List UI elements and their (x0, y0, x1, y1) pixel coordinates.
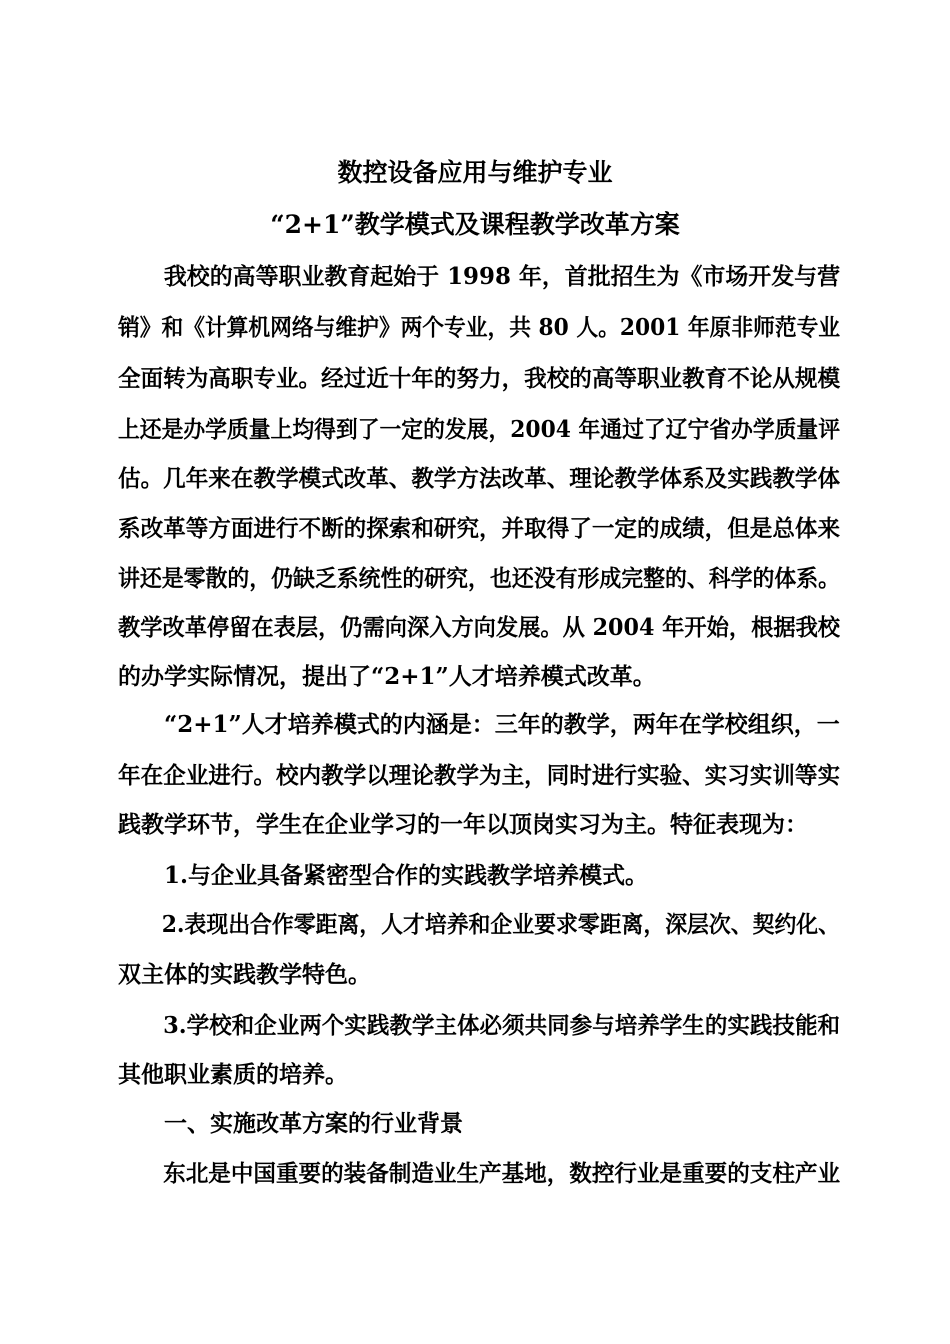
document-title: 数控设备应用与维护专业 (337, 158, 613, 187)
body-line: 销》和《计算机网络与维护》两个专业，共 80 人。2001 年原非师范专业 (118, 314, 841, 341)
body-line: 教学改革停留在表层，仍需向深入方向发展。从 2004 年开始，根据我校 (118, 614, 841, 641)
body-line: 年在企业进行。校内教学以理论教学为主，同时进行实验、实习实训等实 (118, 762, 840, 789)
body-line: 的办学实际情况，提出了“2+1”人才培养模式改革。 (118, 663, 656, 690)
body-line: 1.与企业具备紧密型合作的实践教学培养模式。 (118, 862, 649, 889)
section-heading: 一、实施改革方案的行业背景 (118, 1110, 463, 1137)
body-line: 东北是中国重要的装备制造业生产基地，数控行业是重要的支柱产业 (118, 1160, 840, 1187)
body-line: 系改革等方面进行不断的探索和研究，并取得了一定的成绩，但是总体来 (118, 515, 840, 542)
body-line: 全面转为高职专业。经过近十年的努力，我校的高等职业教育不论从规模 (118, 365, 840, 392)
body-line: 估。几年来在教学模式改革、教学方法改革、理论教学体系及实践教学体 (118, 465, 840, 492)
body-line: 其他职业素质的培养。 (118, 1061, 348, 1088)
body-line: 我校的高等职业教育起始于 1998 年，首批招生为《市场开发与营 (118, 263, 841, 290)
document-subtitle: “2+1”教学模式及课程教学改革方案 (270, 210, 680, 239)
body-line: 双主体的实践教学特色。 (118, 961, 371, 988)
body-line: 讲还是零散的，仍缺乏系统性的研究，也还没有形成完整的、科学的体系。 (118, 565, 840, 592)
body-line: 践教学环节，学生在企业学习的一年以顶岗实习为主。特征表现为： (118, 811, 808, 838)
body-line: 2.表现出合作零距离，人才培养和企业要求零距离，深层次、契约化、 (118, 911, 841, 938)
body-line: 上还是办学质量上均得到了一定的发展，2004 年通过了辽宁省办学质量评 (118, 416, 841, 443)
body-line: 3.学校和企业两个实践教学主体必须共同参与培养学生的实践技能和 (118, 1012, 841, 1039)
body-line: “2+1”人才培养模式的内涵是：三年的教学，两年在学校组织，一 (118, 711, 840, 738)
